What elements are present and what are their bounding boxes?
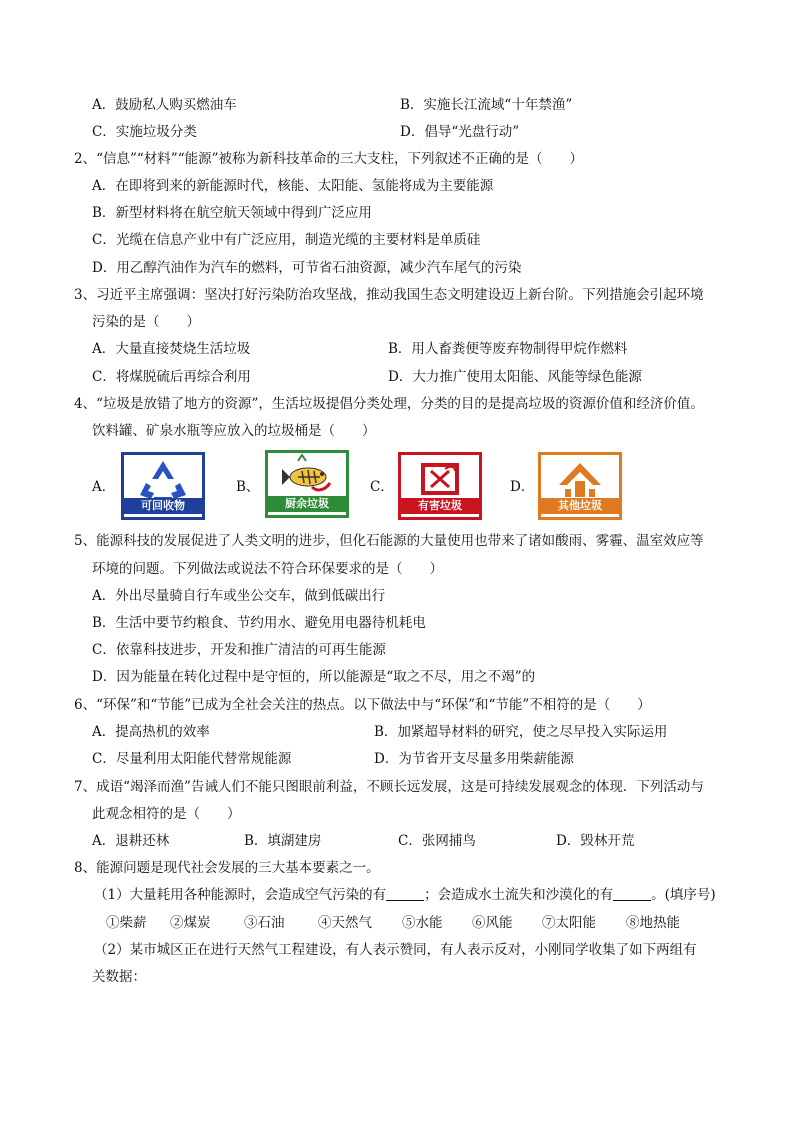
q3-stem-1: 3、习近平主席强调：坚决打好污染防治攻坚战，推动我国生态文明建设迈上新台阶。下列措施会引起环境 xyxy=(74,287,704,303)
q1-option-a: A．鼓励私人购买燃油车 xyxy=(92,97,237,113)
q8-part1-text-c: 。(填序号) xyxy=(651,887,716,903)
q6-option-b: B．加紧超导材料的研究，使之尽早投入实际运用 xyxy=(374,724,668,740)
bin-label: 厨余垃圾 xyxy=(268,496,346,512)
q5-option-d: D．因为能量在转化过程中是守恒的，所以能源是“取之不尽，用之不竭”的 xyxy=(92,669,536,685)
bin-label: 可回收物 xyxy=(124,498,202,514)
q7-option-a: A．退耕还林 xyxy=(92,833,170,849)
energy-item: ③石油 xyxy=(244,915,285,931)
energy-item: ②煤炭 xyxy=(170,915,211,931)
q8-part2-line-1: （2）某市城区正在进行天然气工程建设，有人表示赞同，有人表示反对，小刚同学收集了如下两组有 xyxy=(94,942,697,958)
energy-item: ⑤水能 xyxy=(402,915,443,931)
q5-stem-2: 环境的问题。下列做法或说法不符合环保要求的是（ ） xyxy=(92,561,443,577)
answer-blank-1[interactable] xyxy=(386,887,424,901)
energy-item: ⑦太阳能 xyxy=(542,915,596,931)
q6-option-a: A．提高热机的效率 xyxy=(92,724,210,740)
q4-stem-1: 4、“垃圾是放错了地方的资源”，生活垃圾提倡分类处理，分类的目的是提高垃圾的资源价值和经济价值。 xyxy=(74,396,704,412)
bin-label: 其他垃圾 xyxy=(541,498,619,514)
q8-part1-text-a: （1）大量耗用各种能源时，会造成空气污染的有 xyxy=(94,887,387,903)
energy-item: ④天然气 xyxy=(318,915,372,931)
energy-item: ①柴薪 xyxy=(106,915,147,931)
q8-part2-line-2: 关数据： xyxy=(92,969,146,985)
q8-part1-text-b: ；会造成水土流失和沙漠化的有 xyxy=(424,887,614,903)
energy-item: ⑧地热能 xyxy=(626,915,680,931)
answer-blank-2[interactable] xyxy=(613,887,651,901)
q3-option-d: D．大力推广使用太阳能、风能等绿色能源 xyxy=(388,369,642,385)
q4-letter-c: C． xyxy=(370,479,394,495)
q7-stem-2: 此观念相符的是（ ） xyxy=(92,806,241,822)
kitchen-waste-bin xyxy=(265,450,349,518)
q8-energy-list xyxy=(106,914,710,932)
q7-option-d: D．毁林开荒 xyxy=(556,833,635,849)
q3-option-b: B．用人畜粪便等废弃物制得甲烷作燃料 xyxy=(388,341,628,357)
q1-option-c: C．实施垃圾分类 xyxy=(92,124,197,140)
q2-stem: 2、“信息”“材料”“能源”被称为新科技革命的三大支柱，下列叙述不正确的是（ ） xyxy=(74,151,583,167)
q6-stem: 6、“环保”和“节能”已成为全社会关注的热点。以下做法中与“环保”和“节能”不相符的是（ ） xyxy=(74,697,651,713)
q5-option-a: A．外出尽量骑自行车或坐公交车，做到低碳出行 xyxy=(92,588,386,604)
other-waste-bin xyxy=(538,452,622,520)
q1-option-b: B．实施长江流域“十年禁渔” xyxy=(400,97,573,113)
q1-option-d: D．倡导“光盘行动” xyxy=(400,124,520,140)
q4-letter-b: B、 xyxy=(236,479,260,495)
recyclable-bin xyxy=(121,452,205,520)
q2-option-b: B．新型材料将在航空航天领域中得到广泛应用 xyxy=(92,205,372,221)
bin-label: 有害垃圾 xyxy=(401,498,479,514)
q3-option-c: C．将煤脱硫后再综合利用 xyxy=(92,369,251,385)
q8-part1 xyxy=(94,886,716,904)
q2-option-c: C．光缆在信息产业中有广泛应用，制造光缆的主要材料是单质硅 xyxy=(92,232,481,248)
q7-option-c: C．张网捕鸟 xyxy=(398,833,476,849)
q3-option-a: A．大量直接焚烧生活垃圾 xyxy=(92,341,251,357)
q3-stem-2: 污染的是（ ） xyxy=(92,314,200,330)
hazardous-waste-bin xyxy=(398,452,482,520)
q4-letter-d: D． xyxy=(510,479,535,495)
q4-letter-a: A． xyxy=(92,479,116,495)
q7-option-b: B．填湖建房 xyxy=(244,833,322,849)
q2-option-a: A．在即将到来的新能源时代，核能、太阳能、氢能将成为主要能源 xyxy=(92,178,494,194)
q7-stem-1: 7、成语“竭泽而渔”告诫人们不能只图眼前利益，不顾长远发展，这是可持续发展观念的体现．下列活动与 xyxy=(74,779,704,795)
q5-option-c: C．依靠科技进步，开发和推广清洁的可再生能源 xyxy=(92,642,386,658)
q4-stem-2: 饮料罐、矿泉水瓶等应放入的垃圾桶是（ ） xyxy=(92,423,376,439)
q5-stem-1: 5、能源科技的发展促进了人类文明的进步，但化石能源的大量使用也带来了诸如酸雨、雾霾、温室效应等 xyxy=(74,533,704,549)
q6-option-d: D．为节省开支尽量多用柴薪能源 xyxy=(374,751,574,767)
energy-item: ⑥风能 xyxy=(472,915,513,931)
q2-option-d: D．用乙醇汽油作为汽车的燃料，可节省石油资源，减少汽车尾气的污染 xyxy=(92,260,522,276)
q8-stem: 8、能源问题是现代社会发展的三大基本要素之一。 xyxy=(74,860,380,876)
q6-option-c: C．尽量利用太阳能代替常规能源 xyxy=(92,751,292,767)
q5-option-b: B．生活中要节约粮食、节约用水、避免用电器待机耗电 xyxy=(92,615,426,631)
